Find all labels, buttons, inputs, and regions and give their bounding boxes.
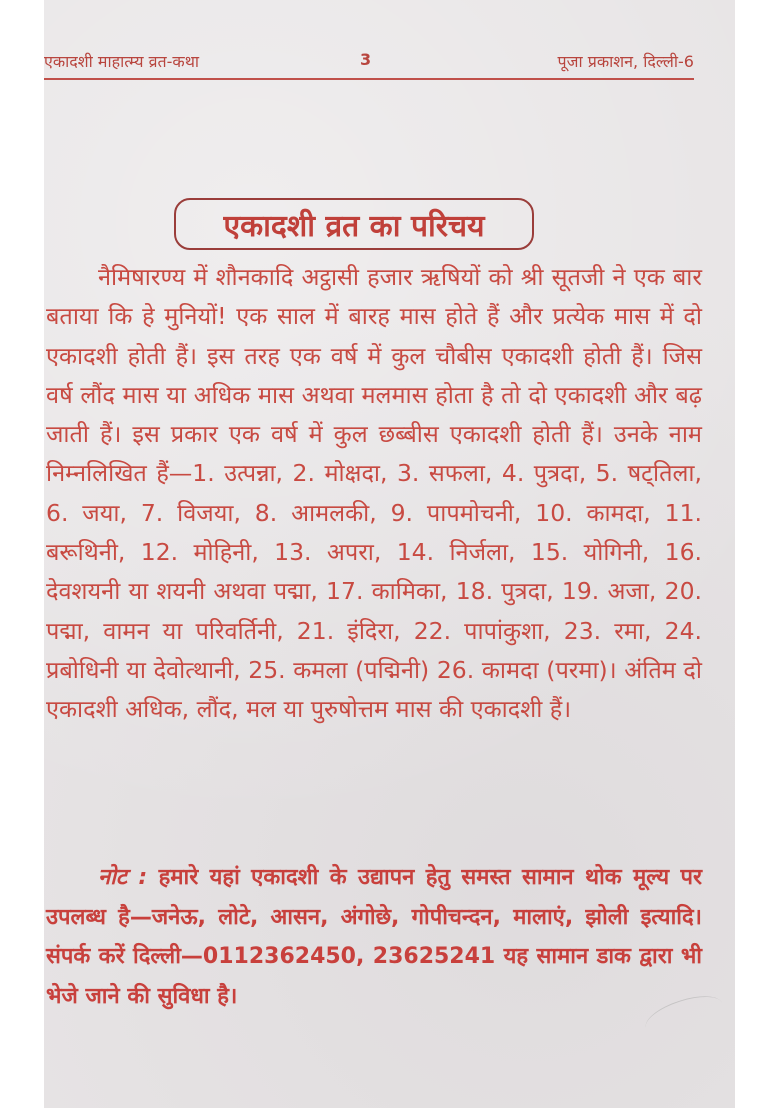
note-paragraph (46, 858, 702, 1016)
page-number: 3 (360, 50, 372, 69)
body-text (46, 258, 702, 730)
note-section (46, 858, 702, 1016)
chapter-title-box (174, 198, 534, 250)
publisher-name: पूजा प्रकाशन, दिल्ली-6 (557, 52, 694, 71)
note-text: हमारे यहां एकादशी के उद्यापन हेतु समस्त सामान थोक मूल्य पर उपलब्ध है—जनेऊ, लोटे, आसन, अंगोछे, गोपीचन्दन, मालाएं, झोली इत्यादि। संपर्क करें दिल्ली—0112362450, 23625241 यह सामान डाक द्वारा भी भेजे जाने की सुविधा है। (46, 865, 703, 1009)
running-header (44, 50, 694, 74)
bleed-through-text (114, 118, 594, 144)
intro-paragraph: नैमिषारण्य में शौनकादि अट्ठासी हजार ऋषियों को श्री सूतजी ने एक बार बताया कि हे मुनियों! एक साल में बारह मास होते हैं और प्रत्येक मास में दो एकादशी होती हैं। इस तरह एक वर्ष में कुल चौबीस एकादशी होती हैं। जिस वर्ष लौंद मास या अधिक मास अथवा मलमास होता है तो दो एकादशी और बढ़ जाती हैं। इस प्रकार एक वर्ष में कुल छब्बीस एकादशी होती हैं। उनके नाम निम्नलिखित हैं—1. उत्पन्ना, 2. मोक्षदा, 3. सफला, 4. पुत्रदा, 5. षट्तिला, 6. जया, 7. विजया, 8. आमलकी, 9. पापमोचनी, 10. कामदा, 11. बरूथिनी, 12. मोहिनी, 13. अपरा, 14. निर्जला, 15. योगिनी, 16. देवशयनी या शयनी अथवा पद्मा, 17. कामिका, 18. पुत्रदा, 19. अजा, 20. पद्मा, वामन या परिवर्तिनी, 21. इंदिरा, 22. पापांकुशा, 23. रमा, 24. प्रबोधिनी या देवोत्थानी, 25. कमला (पद्मिनी) 26. कामदा (परमा)। अंतिम दो एकादशी अधिक, लौंद, मल या पुरुषोत्तम मास की एकादशी हैं। (46, 263, 702, 724)
header-divider (44, 78, 694, 80)
book-title: एकादशी माहात्म्य व्रत-कथा (44, 52, 200, 71)
note-label: नोट : (98, 865, 148, 890)
book-page (44, 0, 735, 1108)
chapter-title: एकादशी व्रत का परिचय (223, 208, 485, 244)
